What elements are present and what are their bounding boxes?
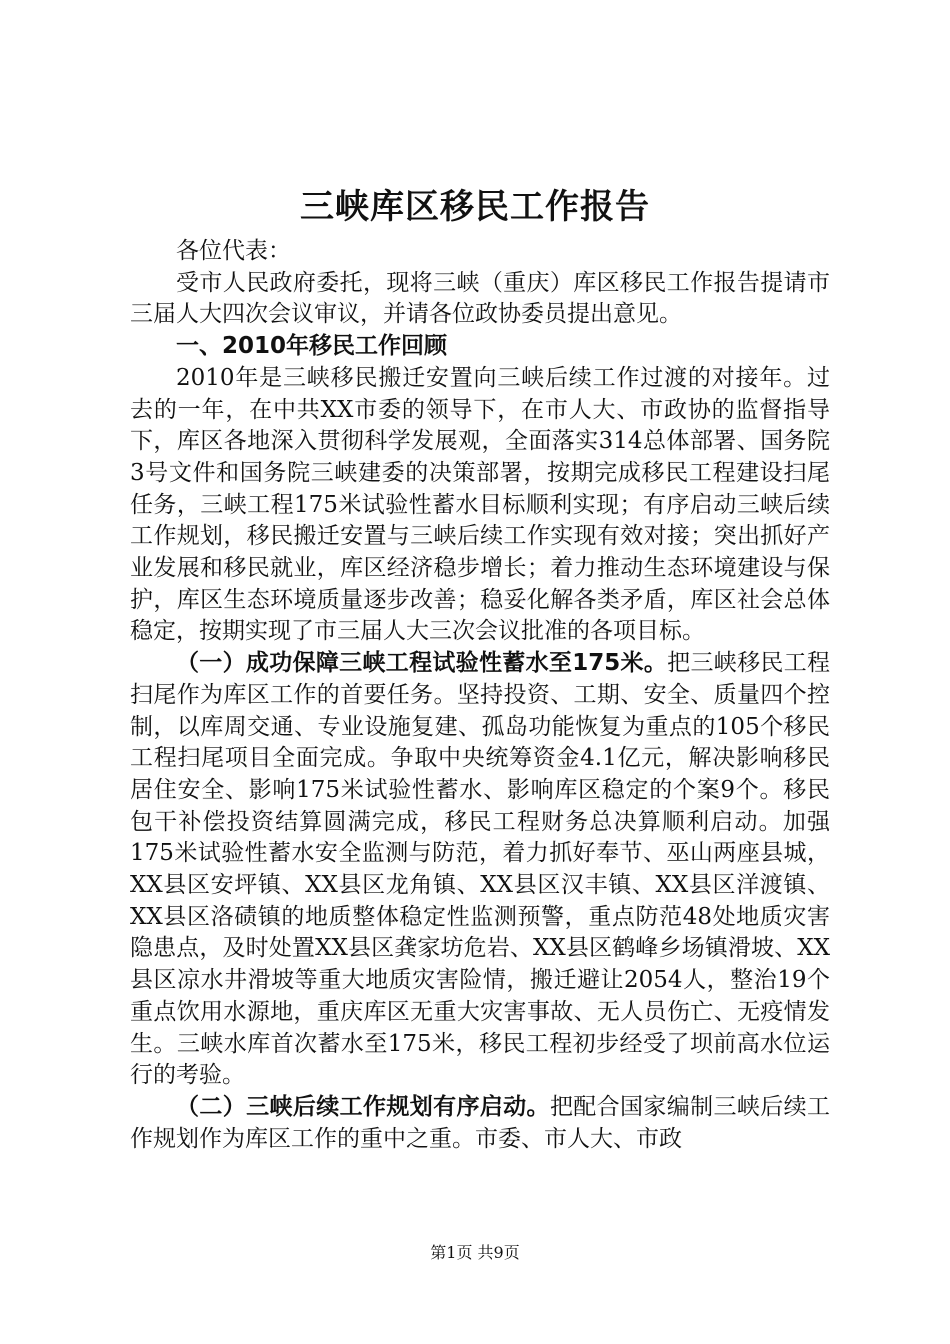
section-heading: 一、2010年移民工作回顾: [176, 333, 448, 360]
subsection-paragraph-2: [130, 1092, 830, 1155]
subsection-heading-2: （二）三峡后续工作规划有序启动。: [176, 1093, 550, 1120]
subsection-text-1: 把三峡移民工程扫尾作为库区工作的首要任务。坚持投资、工期、安全、质量四个控制，以库周交通、专业设施复建、孤岛功能恢复为重点的105个移民工程扫尾项目全面完成。争取中央统筹资金4.1亿元，解决影响移民居住安全、影响175米试验性蓄水、影响库区稳定的个案9个。移民包干补偿投资结算圆满完成，移民工程财务总决算顺利启动。加强175米试验性蓄水安全监测与防范，着力抓好奉节、巫山两座县城，XX县区安坪镇、XX县区龙角镇、XX县区汉丰镇、XX县区洋渡镇、XX县区洛碛镇的地质整体稳定性监测预警，重点防范48处地质灾害隐患点，及时处置XX县区龚家坊危岩、XX县区鹤峰乡场镇滑坡、XX县区凉水井滑坡等重大地质灾害险情，搬迁避让2054人，整治19个重点饮用水源地，重庆库区无重大灾害事故、无人员伤亡、无疫情发生。三峡水库首次蓄水至175米，移民工程初步经受了坝前高水位运行的考验。: [130, 650, 830, 1089]
section-paragraph: 2010年是三峡移民搬迁安置向三峡后续工作过渡的对接年。过去的一年，在中共XX市委的领导下，在市人大、市政协的监督指导下，库区各地深入贯彻科学发展观，全面落实314总体部署、国务院3号文件和国务院三峡建委的决策部署，按期完成移民工程建设扫尾任务，三峡工程175米试验性蓄水目标顺利实现；有序启动三峡后续工作规划，移民搬迁安置与三峡后续工作实现有效对接；突出抓好产业发展和移民就业，库区经济稳步增长；着力推动生态环境建设与保护，库区生态环境质量逐步改善；稳妥化解各类矛盾，库区社会总体稳定，按期实现了市三届人大三次会议批准的各项目标。: [130, 364, 830, 645]
page-number: 第1页 共9页: [430, 1243, 520, 1262]
salutation: 各位代表：: [176, 238, 291, 264]
subsection-paragraph-1: [130, 648, 830, 1092]
intro-paragraph: 受市人民政府委托，现将三峡（重庆）库区移民工作报告提请市三届人大四次会议审议，并请各位政协委员提出意见。: [130, 269, 830, 328]
subsection-heading-1: （一）成功保障三峡工程试验性蓄水至175米。: [176, 650, 668, 677]
subsection-text-2: 把配合国家编制三峡后续工作规划作为库区工作的重中之重。市委、市人大、市政: [130, 1093, 831, 1152]
document-body: [130, 236, 830, 1155]
document-title: 三峡库区移民工作报告: [300, 187, 650, 227]
